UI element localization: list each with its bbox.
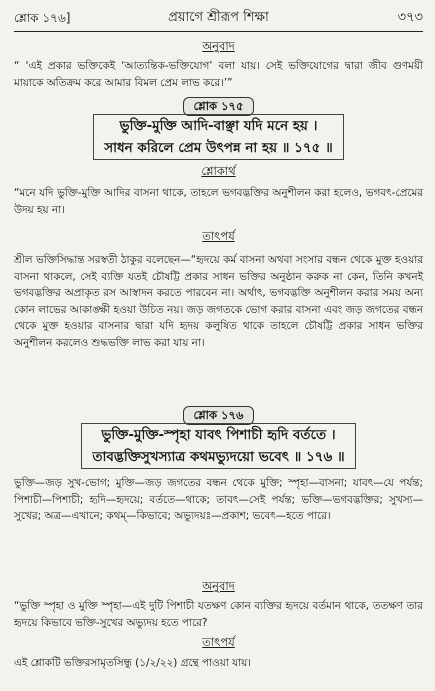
verse-176-translation: “ভুক্তি স্পৃহা ও মুক্তি স্পৃহা—এই দুটি পিশাচী যতক্ষণ কোন ব্যক্তির হৃদয়ে বর্তমান থাকে, ততক্ষণ তার হৃদয়ে কিভাবে ভক্তি-সুখের অভ্যুদয় হতে পারে? — [14, 600, 423, 629]
verse-175-box — [14, 114, 423, 160]
verse-176-label: শ্লোক ১৭৬ — [183, 406, 255, 425]
translation-text: “ ‘এই প্রকার ভক্তিকেই ‘আত্যন্তিক-ভক্তিযোগ’ বলা যায়। সেই ভক্তিযোগের দ্বারা জীব গুণময়ী মায়াকে অতিক্রম করে আমার বিমল প্রেম লাভ করে।’” — [14, 60, 423, 89]
verse-175-translation: “মনে যদি ভুক্তি-মুক্তি আদির বাসনা থাকে, তাহলে ভগবদ্ভক্তির অনুশীলন করা হলেও, ভগবৎ-প্রেমের উদয় হয় না। — [14, 187, 423, 216]
header-verse-ref: শ্লোক ১৭৬] — [14, 11, 71, 25]
page-number: ৩৭৩ — [397, 10, 423, 25]
verse-175-purport-heading: তাৎপর্য — [202, 229, 235, 243]
verse-176-line-2: তাবদ্ভক্তিসুখস্যাত্র কথমভ্যুদয়ো ভবেৎ ॥ ১৭৬ ॥ — [92, 449, 345, 465]
verse-175-line-2: সাধন করিলে প্রেম উৎপন্ন না হয় ॥ ১৭৫ ॥ — [104, 140, 333, 156]
verse-176-translation-heading: অনুবাদ — [202, 579, 235, 593]
verse-176-box — [14, 423, 423, 469]
verse-176-synonyms: ভুক্তি—জড় সুখ-ভোগ; মুক্তি—জড় জগতের বন্ধন থেকে মুক্তি; স্পৃহা—বাসনা; যাবৎ—যে পর্যন্ত; পিশাচী—পিশাচী; হৃদি—হৃদয়ে; বর্ততে—থাকে; তাবৎ—সেই পর্যন্ত; ভক্তি—ভগবদ্ভক্তির; সুখস্য—সুখের; অত্র—এখানে; কথম্—কিভাবে; অভ্যুদয়ঃ—প্রকাশ; ভবেৎ—হতে পারে। — [14, 477, 423, 522]
verse-175-line-1: ভুক্তি-মুক্তি আদি-বাঞ্ছা যদি মনে হয় । — [119, 118, 318, 134]
header-chapter-title: প্রয়াগে শ্রীরূপ শিক্ষা — [168, 10, 269, 25]
running-header — [14, 8, 423, 30]
verse-176-line-1: ভুক্তি-মুক্তি-স্পৃহা যাবৎ পিশাচী হৃদি বর্ততে । — [101, 427, 336, 443]
verse-176-purport: এই শ্লোকটি ভক্তিরসামৃতসিন্ধু (১/২/২২) গ্রন্থে পাওয়া যায়। — [14, 657, 251, 669]
translation-heading: অনুবাদ — [202, 39, 235, 53]
verse-175-purport: শ্রীল ভক্তিসিদ্ধান্ত সরস্বতী ঠাকুর বলেছেন—“হৃদয়ে কর্ম বাসনা অথবা সংসার বন্ধন থেকে মুক্ত হওয়ার বাসনা থাকলে, সেই ব্যক্তি যতই চৌষট্টি প্রকার সাধন ভক্তির অনুষ্ঠান করুক না কেন, তিনি কখনই ভগবদ্ভক্তির অপ্রাকৃত রস আস্বাদন করতে পারবেন না। অর্থাৎ, ভগবদ্ভক্তি অনুশীলন করার সময় অন্য কোন লাভের আকাঙ্ক্ষী হওয়া উচিত নয়। জড় জগতকে ভোগ করার বাসনা এবং জড় জগতের বন্ধন থেকে মুক্ত হওয়ার বাসনার দ্বারা যদি হৃদয় কলুষিত থাকে তাহলে চৌষট্টি প্রকার সাধন ভক্তির অনুশীলন করলেও শুদ্ধভক্তি লাভ করা যায় না। — [14, 254, 423, 349]
header-divider — [14, 31, 423, 32]
verse-175-translation-heading: শ্লোকার্থ — [201, 164, 236, 178]
verse-175-label: শ্লোক ১৭৫ — [183, 97, 255, 116]
verse-176-purport-heading: তাৎপর্য — [202, 635, 235, 649]
